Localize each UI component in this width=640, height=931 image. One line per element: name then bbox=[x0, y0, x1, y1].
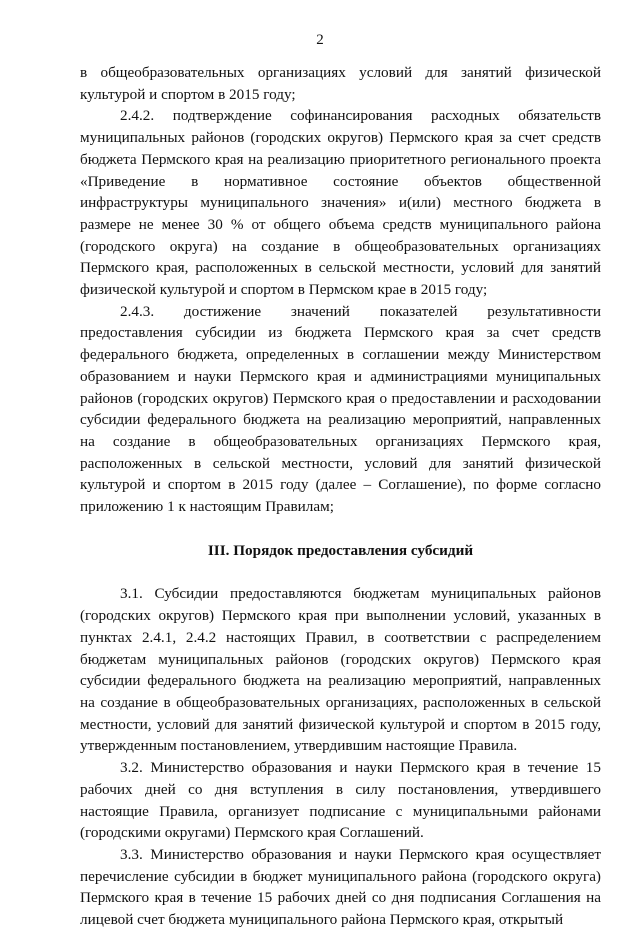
page-number: 2 bbox=[316, 32, 324, 48]
paragraph-3-3: 3.3. Министерство образования и науки Пермского края осуществляет перечисление субсидии в бюджет муниципального района (городского округа) Пермского края в течение 15 рабочих дней со дня подписания Соглашения на лицевой счет бюджета муниципального района Пермского края, открытый bbox=[80, 845, 601, 929]
paragraph-3-2: 3.2. Министерство образования и науки Пермского края в течение 15 рабочих дней со дня вступления в силу постановления, утвердившего настоящие Правила, организует подписание с муниципальными районами (городскими округами) Пермского края Соглашений. bbox=[80, 759, 601, 842]
paragraph-continuation: в общеобразовательных организациях условий для занятий физической культурой и спортом в 2015 году; bbox=[80, 64, 601, 103]
document-body bbox=[80, 62, 601, 931]
paragraph-2-4-2: 2.4.2. подтверждение софинансирования расходных обязательств муниципальных районов (городских округов) Пермского края за счет средств бюджета Пермского края на реализацию приоритетного регионального проекта «Приведение в нормативное состояние объектов общественной инфраструктуры муниципального значения» и(или) местного бюджета в размере не менее 30 % от общего объема средств муниципального района (городского округа) на создание в общеобразовательных организациях Пермского края, расположенных в сельской местности, условий для занятий физической культурой и спортом в Пермском крае в 2015 году; bbox=[80, 107, 601, 299]
section-heading: III. Порядок предоставления субсидий bbox=[207, 541, 474, 559]
paragraph-3-1: 3.1. Субсидии предоставляются бюджетам муниципальных районов (городских округов) Пермского края при выполнении условий, указанных в пунктах 2.4.1, 2.4.2 настоящих Правил, в соответствии с распределением бюджетам муниципальных районов (городских округов) Пермского края субсидии федерального бюджета на реализацию мероприятий, направленных на создание в общеобразовательных организациях, расположенных в сельской местности, условий для занятий физической культурой и спортом в 2015 году, утвержденным постановлением, утвердившим настоящие Правила. bbox=[80, 585, 601, 755]
paragraph-2-4-3: 2.4.3. достижение значений показателей результативности предоставления субсидии из бюджета Пермского края за счет средств федерального бюджета, определенных в соглашении между Министерством образованием и науки Пермского края и администрациями муниципальных районов (городских округов) Пермского края о предоставлении и расходовании субсидии федерального бюджета на реализацию мероприятий, направленных на создание в общеобразовательных организациях Пермского края, расположенных в сельской местности, условий для занятий физической культурой и спортом в 2015 году (далее – Соглашение), по форме согласно приложению 1 к настоящим Правилам; bbox=[80, 302, 601, 516]
